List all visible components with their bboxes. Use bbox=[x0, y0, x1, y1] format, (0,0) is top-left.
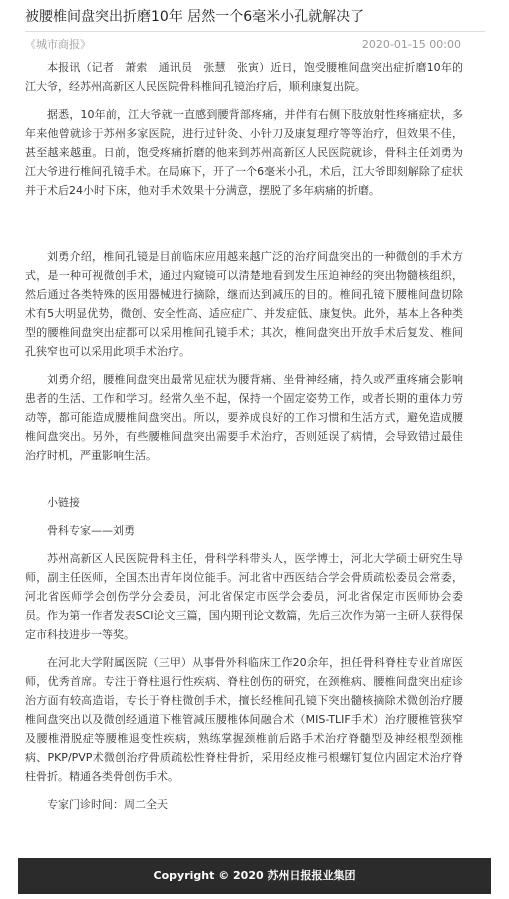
related-link-heading: 小链接 bbox=[47, 496, 80, 509]
article-paragraph: 据悉，10年前，江大爷就一直感到腰背部疼痛，并伴有右侧下肢放射性疼痛症状，多年来他曾就诊于苏州多家医院，进行过针灸、小针刀及康复理疗等等治疗，但效果不佳，甚至越来越重。日前，饱受疼痛折磨的他来到苏州高新区人民医院就诊，骨科主任刘勇为江大爷进行椎间孔镜手术。在局麻下，开了一个6毫米小孔，术后，江大爷即刻解除了症状并于术后24小时下床，他对手术效果十分满意，摆脱了多年病痛的折磨。 bbox=[25, 108, 463, 197]
expert-experience-paragraph: 在河北大学附属医院（三甲）从事骨外科临床工作20余年，担任骨科脊柱专业首席医师，优秀首席。专注于脊柱退行性疾病、脊柱创伤的研究，在颈椎病、腰椎间盘突出症诊治方面有较高造诣，专长于脊柱微创手术，擅长经椎间孔镜下突出髓核摘除术微创治疗腰椎间盘突出以及微创经通道下椎管减压腰椎体间融合术（MIS-TLIF手术）治疗腰椎管狭窄及腰椎滑脱症等腰椎退变性疾病，熟练掌握颈椎前后路手术治疗脊髓型及神经根型颈椎病、PKP/PVP术微创治疗骨质疏松性脊柱骨折，采用经皮椎弓根螺钉复位内固定术治疗脊柱骨折。精通各类骨创伤手术。 bbox=[25, 656, 463, 783]
title-divider bbox=[25, 31, 485, 32]
article-body bbox=[25, 58, 463, 814]
article-meta bbox=[25, 38, 461, 52]
article-title: 被腰椎间盘突出折磨10年 居然一个6毫米小孔就解决了 bbox=[25, 9, 365, 25]
article-paragraph: 刘勇介绍，椎间孔镜是目前临床应用越来越广泛的治疗间盘突出的一种微创的手术方式，是一种可视微创手术，通过内窥镜可以清楚地看到发生压迫神经的突出物髓核组织，然后通过各类特殊的医用器械进行摘除，继而达到减压的目的。椎间孔镜下腰椎间盘切除术有5大明显优势，微创、安全性高、适应症广、并发症低、康复快。此外，基本上各种类型的腰椎间盘突出症都可以采用椎间孔镜手术；其次，椎间盘突出开放手术后复发、椎间孔狭窄也可以采用此项手术治疗。 bbox=[25, 250, 463, 358]
expert-bio-paragraph: 苏州高新区人民医院骨科主任，骨科学科带头人，医学博士，河北大学硕士研究生导师，副主任医师，全国杰出青年岗位能手。河北省中西医结合学会骨质疏松委员会常委，河北省医师学会创伤学分会委员，河北省保定市医学会委员，河北省保定市医师协会委员。作为第一作者发表SCI论文三篇，国内期刊论文数篇，先后三次作为第一主研人获得保定市科技进步一等奖。 bbox=[25, 552, 463, 641]
article-date: 2020-01-15 00:00 bbox=[361, 38, 461, 51]
article-paragraph: 刘勇介绍，腰椎间盘突出最常见症状为腰背痛、坐骨神经痛，持久或严重疼痛会影响患者的生活、工作和学习。经常久坐不起，保持一个固定姿势工作，或者长期的重体力劳动等，都可能造成腰椎间盘突出。所以，要养成良好的工作习惯和生活方式，避免造成腰椎间盘突出。另外，有些腰椎间盘突出需要手术治疗，否则延误了病情，会导致错过最佳治疗时机，严重影响生活。 bbox=[25, 373, 463, 462]
copyright-footer: Copyright © 2020 苏州日报报业集团 bbox=[18, 858, 491, 894]
expert-name-heading: 骨科专家——刘勇 bbox=[47, 524, 135, 537]
article-paragraph: 本报讯（记者 萧索 通讯员 张慧 张寅）近日，饱受腰椎间盘突出症折磨10年的江大爷，经苏州高新区人民医院骨科椎间孔镜治疗后，顺利康复出院。 bbox=[25, 61, 463, 93]
article-source: 《城市商报》 bbox=[25, 38, 91, 51]
clinic-hours: 专家门诊时间：周二全天 bbox=[47, 798, 168, 811]
